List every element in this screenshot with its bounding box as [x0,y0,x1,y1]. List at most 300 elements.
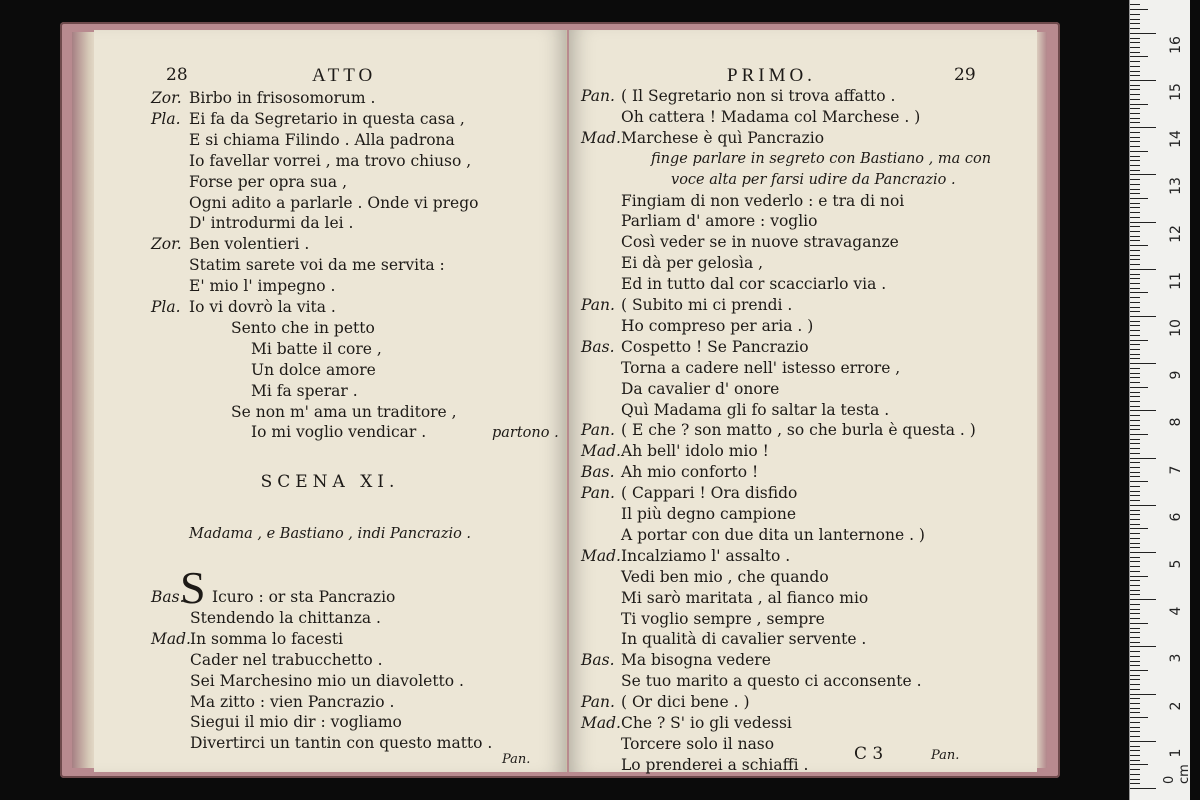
ruler-tick [1130,458,1156,459]
text-line [94,213,566,233]
ruler-tick [1130,396,1140,397]
text-line [94,629,566,649]
ruler-number: 13 [1168,177,1184,196]
verse-text: ( E che ? son matto , so che burla è questa . ) [621,421,976,440]
ruler-tick [1130,9,1148,10]
ruler-tick [1130,236,1140,237]
ruler-tick [1130,184,1140,185]
ruler-tick [1130,543,1140,544]
ruler-tick [1130,255,1140,256]
ruler-number: 2 [1168,701,1184,711]
verse-text: ( Or dici bene . ) [621,693,750,712]
ruler-tick [1130,132,1140,133]
ruler-tick [1130,47,1140,48]
ruler-tick [1130,122,1140,123]
verse-text: Da cavalier d' onore [621,379,780,398]
ruler-tick [1130,14,1140,15]
speaker-label: Pan. [581,296,615,314]
ruler-tick [1130,448,1140,449]
text-line [94,562,566,613]
ruler-tick [1130,207,1140,208]
ruler-tick [1130,292,1148,293]
ruler-tick [1130,594,1140,595]
ruler-tick [1130,727,1140,728]
text-line [569,692,1037,712]
ruler-tick [1130,434,1148,435]
ruler-tick [1130,141,1140,142]
ruler-tick [1130,288,1140,289]
ruler-tick [1130,708,1140,709]
speaker-label: Bas. [581,337,615,356]
ruler-tick [1130,571,1140,572]
verse-text: Mi batte il core , [251,339,382,358]
ruler-tick [1130,33,1156,34]
speaker-label: Bas. [581,651,615,670]
ruler-tick [1130,302,1140,303]
ruler-number: 10 [1168,319,1184,337]
ruler-tick [1130,75,1140,76]
ruler-tick [1130,99,1140,100]
verse-text: Birbo in frisosomorum . [189,89,376,107]
ruler-tick [1130,443,1140,444]
ruler-tick [1130,56,1148,57]
text-line [569,170,1037,190]
ruler-tick [1130,505,1156,506]
ruler-tick [1130,401,1140,402]
text-line [94,318,566,338]
left-page-number: 28 [166,65,188,85]
verse-text: In qualità di cavalier servente . [621,630,867,649]
text-line [94,650,566,670]
ruler-tick [1130,613,1140,614]
verse-text: Sei Marchesino mio un diavoletto . [190,671,464,690]
ruler-tick [1130,392,1140,393]
ruler-tick [1130,368,1140,369]
ruler-tick [1130,651,1140,652]
verse-text: Ben volentieri . [189,235,310,254]
ruler-tick [1130,203,1140,204]
text-line [569,483,1037,503]
left-page-header [94,65,566,87]
ruler-number: 3 [1168,653,1184,663]
verse-text: finge parlare in segreto con Bastiano , ma con [651,150,992,167]
ruler-tick [1130,189,1140,190]
text-line [569,650,1037,670]
verse-text: ( Cappari ! Ora disfido [621,484,798,503]
text-line [569,211,1037,231]
text-line [569,400,1037,420]
ruler-tick [1130,580,1140,581]
ruler-tick [1130,628,1140,629]
ruler-tick [1130,240,1140,241]
ruler-tick [1130,420,1140,421]
ruler-tick [1130,231,1140,232]
ruler-tick [1130,4,1140,5]
verse-text: Vedi ben mio , che quando [621,567,829,586]
ruler-tick [1130,533,1140,534]
verse-text: Così veder se in nuove stravaganze [621,233,899,252]
text-line [94,276,566,296]
ruler-tick [1130,590,1140,591]
ruler-tick [1130,316,1156,317]
ruler-tick [1130,283,1140,284]
ruler-tick [1130,599,1156,600]
verse-text: Statim sarete voi da me servita : [189,256,445,275]
ruler-tick [1130,736,1140,737]
speaker-label: Pla. [151,109,181,128]
ruler-tick [1130,307,1140,308]
text-line [94,733,566,753]
ruler-tick [1130,774,1140,775]
ruler-tick [1130,694,1156,695]
scene-heading: SCENA XI. [260,472,400,492]
ruler-tick [1130,52,1140,53]
ruler-number: 12 [1168,224,1184,243]
ruler-tick [1130,104,1148,105]
speaker-label: Bas. [151,588,185,606]
verse-text: Cospetto ! Se Pancrazio [621,337,809,356]
ruler-tick [1130,524,1140,525]
ruler-tick [1130,665,1140,666]
verse-text: Un dolce amore [251,360,376,379]
ruler-tick [1130,712,1140,713]
ruler-tick [1130,769,1140,770]
speaker-label: Pla. [151,298,181,316]
ruler-tick [1130,538,1140,539]
text-line [94,360,566,380]
ruler-tick [1130,38,1140,39]
ruler-tick [1130,226,1140,227]
ruler-number: 1 [1168,748,1184,758]
verse-text: Ho compreso per aria . ) [621,316,814,335]
ruler-tick [1130,321,1140,322]
ruler-tick [1130,618,1140,619]
right-running-head: PRIMO. [727,65,816,86]
verse-text: Icuro : or sta Pancrazio [212,588,396,606]
speaker-label: Mad. [581,128,621,147]
text-line [94,339,566,359]
text-line [94,381,566,401]
verse-text: A portar con due dita un lanternone . ) [621,525,925,544]
ruler-tick [1130,491,1140,492]
verse-text: Parliam d' amore : voglio [621,212,818,231]
verse-text: Mi fa sperar . [251,381,358,400]
ruler-tick [1130,656,1140,657]
text-line [569,525,1037,545]
ruler-tick [1130,467,1140,468]
book-edge-left [72,32,96,768]
text-line [94,692,566,712]
ruler-number: 11 [1168,271,1184,290]
ruler-tick [1130,415,1140,416]
ruler-tick [1130,731,1140,732]
text-line [94,297,566,317]
measurement-ruler [1129,0,1190,800]
text-line [569,609,1037,629]
ruler-tick [1130,429,1140,430]
ruler-tick [1130,453,1140,454]
text-line [569,274,1037,294]
verse-text: Oh cattera ! Madama col Marchese . ) [621,107,921,126]
left-catchword: Pan. [502,752,531,767]
ruler-tick [1130,476,1140,477]
text-line [569,107,1037,127]
ruler-tick [1130,212,1140,213]
ruler-number: 6 [1168,512,1184,522]
ruler-tick [1130,670,1148,671]
text-line [569,191,1037,211]
ruler-tick [1130,198,1148,199]
verse-text: Ah bell' idolo mio ! [621,442,769,461]
ruler-tick [1130,160,1140,161]
ruler-tick [1130,66,1140,67]
verse-text: Siegui il mio dir : vogliamo [190,713,402,732]
verse-text: E' mio l' impegno . [189,277,336,296]
ruler-tick [1130,439,1140,440]
ruler-number: 5 [1168,559,1184,569]
verse-text: Quì Madama gli fo saltar la testa . [621,400,890,419]
ruler-tick [1130,349,1140,350]
ruler-tick [1130,698,1140,699]
ruler-tick [1130,113,1140,114]
ruler-tick [1130,94,1140,95]
text-line [569,149,1037,169]
text-line [94,671,566,691]
ruler-tick [1130,779,1140,780]
ruler-tick [1130,500,1140,501]
ruler-tick [1130,510,1140,511]
ruler-tick [1130,684,1140,685]
ruler-number: 4 [1168,606,1184,616]
drop-capital: S [180,562,206,613]
ruler-tick [1130,585,1140,586]
ruler-number: 8 [1168,417,1184,427]
text-line [569,546,1037,566]
ruler-tick [1130,363,1156,364]
verse-text: Lo prenderei a schiaffi . [621,755,809,774]
ruler-tick [1130,137,1140,138]
ruler-tick [1130,61,1140,62]
ruler-tick [1130,632,1140,633]
ruler-tick [1130,519,1140,520]
right-page-header [569,65,1037,87]
ruler-tick [1130,462,1140,463]
left-running-head: ATTO [312,65,377,86]
left-page [94,30,567,772]
ruler-tick [1130,377,1140,378]
text-line [94,130,566,150]
ruler-tick [1130,118,1140,119]
text-line [94,193,566,213]
speaker-label: Mad. [581,442,621,461]
ruler-tick [1130,330,1140,331]
scene-persons: Madama , e Bastiano , indi Pancrazio . [188,526,472,542]
ruler-tick [1130,42,1140,43]
ruler-tick [1130,217,1140,218]
verse-text: Io vi dovrò la vita . [189,298,336,316]
ruler-tick [1130,495,1140,496]
ruler-tick [1130,561,1140,562]
ruler-tick [1130,609,1140,610]
verse-text: Ma bisogna vedere [621,651,771,670]
ruler-tick [1130,23,1140,24]
ruler-tick [1130,547,1140,548]
text-line [569,379,1037,399]
ruler-tick [1130,170,1140,171]
ruler-tick [1130,278,1140,279]
ruler-tick [1130,679,1140,680]
verse-text: voce alta per farsi udire da Pancrazio . [671,171,956,188]
speaker-label: Zor. [151,89,182,107]
text-line [569,671,1037,691]
ruler-tick [1130,222,1156,223]
verse-text: Io favellar vorrei , ma trovo chiuso , [189,151,472,170]
ruler-tick [1130,311,1140,312]
text-line [569,295,1037,315]
ruler-tick [1130,755,1140,756]
ruler-tick [1130,717,1148,718]
ruler-tick [1130,481,1148,482]
ruler-tick [1130,165,1140,166]
ruler-unit-label: 0 cm [1162,764,1192,784]
verse-text: Se non m' ama un traditore , [231,402,457,421]
verse-text: Ei dà per gelosìa , [621,254,764,273]
text-line [569,462,1037,482]
verse-text: Il più degno campione [621,505,797,523]
ruler-tick [1130,127,1156,128]
verse-text: Incalziamo l' assalto . [621,546,791,565]
ruler-tick [1130,642,1140,643]
text-line [569,504,1037,524]
ruler-tick [1130,89,1140,90]
ruler-tick [1130,250,1140,251]
verse-text: Divertirci un tantin con questo matto . [190,734,493,753]
ruler-tick [1130,193,1140,194]
text-line [94,255,566,275]
ruler-tick [1130,764,1148,765]
ruler-tick [1130,646,1156,647]
ruler-tick [1130,406,1140,407]
ruler-number: 7 [1168,465,1184,475]
verse-text: Cader nel trabucchetto . [190,650,383,669]
right-page [569,30,1037,772]
verse-text: Io mi voglio vendicar . [251,423,427,442]
text-line [94,234,566,254]
text-line [94,712,566,732]
text-line [569,86,1037,106]
text-line [569,713,1037,733]
verse-text: In somma lo facesti [190,629,344,648]
text-line [569,337,1037,357]
ruler-tick [1130,514,1140,515]
ruler-tick [1130,264,1140,265]
ruler-tick [1130,566,1140,567]
ruler-tick [1130,373,1140,374]
text-line [94,172,566,192]
verse-text: Marchese è quì Pancrazio [621,128,825,147]
text-line [94,608,566,628]
ruler-tick [1130,340,1148,341]
ruler-tick [1130,269,1156,270]
verse-text: Stendendo la chittanza . [190,608,381,627]
ruler-tick [1130,335,1140,336]
ruler-tick [1130,528,1148,529]
right-catchword: Pan. [931,748,960,763]
ruler-number: 14 [1168,130,1184,149]
ruler-tick [1130,661,1140,662]
text-line [94,88,566,108]
ruler-tick [1130,576,1148,577]
ruler-tick [1130,722,1140,723]
verse-text: D' introdurmi da lei . [189,214,354,233]
ruler-tick [1130,746,1140,747]
ruler-tick [1130,85,1140,86]
text-line [569,253,1037,273]
ruler-tick [1130,425,1140,426]
ruler-tick [1130,344,1140,345]
ruler-tick [1130,146,1140,147]
verse-text: Ei fa da Segretario in questa casa , [189,109,465,128]
speaker-label: Pan. [581,693,615,712]
ruler-tick [1130,174,1156,175]
speaker-label: Mad. [151,629,191,648]
ruler-tick [1130,675,1140,676]
verse-text: Fingiam di non vederlo : e tra di noi [621,191,905,210]
ruler-tick [1130,108,1140,109]
verse-text: Forse per opra sua , [189,172,347,191]
ruler-tick [1130,552,1156,553]
ruler-tick [1130,274,1140,275]
verse-text: Sento che in petto [231,318,375,337]
verse-text: Torna a cadere nell' istesso errore , [621,358,901,377]
ruler-tick [1130,358,1140,359]
ruler-tick [1130,28,1140,29]
ruler-tick [1130,179,1140,180]
text-line [569,420,1037,440]
ruler-tick [1130,741,1156,742]
verse-text: Ma zitto : vien Pancrazio . [190,692,395,711]
text-line [569,567,1037,587]
ruler-tick [1130,557,1140,558]
signature-mark: C 3 [854,744,884,764]
verse-text: Mi sarò maritata , al fianco mio [621,588,869,607]
ruler-tick [1130,760,1140,761]
verse-text: ( Il Segretario non si trova affatto . [621,87,896,105]
ruler-tick [1130,750,1140,751]
ruler-number: 16 [1168,35,1184,54]
ruler-tick [1130,382,1140,383]
verse-text: Ti voglio sempre , sempre [621,609,825,628]
ruler-tick [1130,788,1156,789]
text-line [569,588,1037,608]
text-line [569,316,1037,336]
text-line [569,232,1037,252]
text-line [569,755,1037,775]
speaker-label: Pan. [581,484,615,503]
ruler-tick [1130,325,1140,326]
text-line [569,441,1037,461]
speaker-label: Pan. [581,421,615,440]
verse-text: E si chiama Filindo . Alla padrona [189,130,455,149]
text-line [94,109,566,129]
speaker-label: Zor. [151,235,182,254]
verse-text: Torcere solo il naso [621,734,775,753]
ruler-tick [1130,156,1140,157]
ruler-tick [1130,783,1140,784]
ruler-tick [1130,80,1156,81]
verse-text: Se tuo marito a questo ci acconsente . [621,672,922,691]
ruler-tick [1130,637,1140,638]
